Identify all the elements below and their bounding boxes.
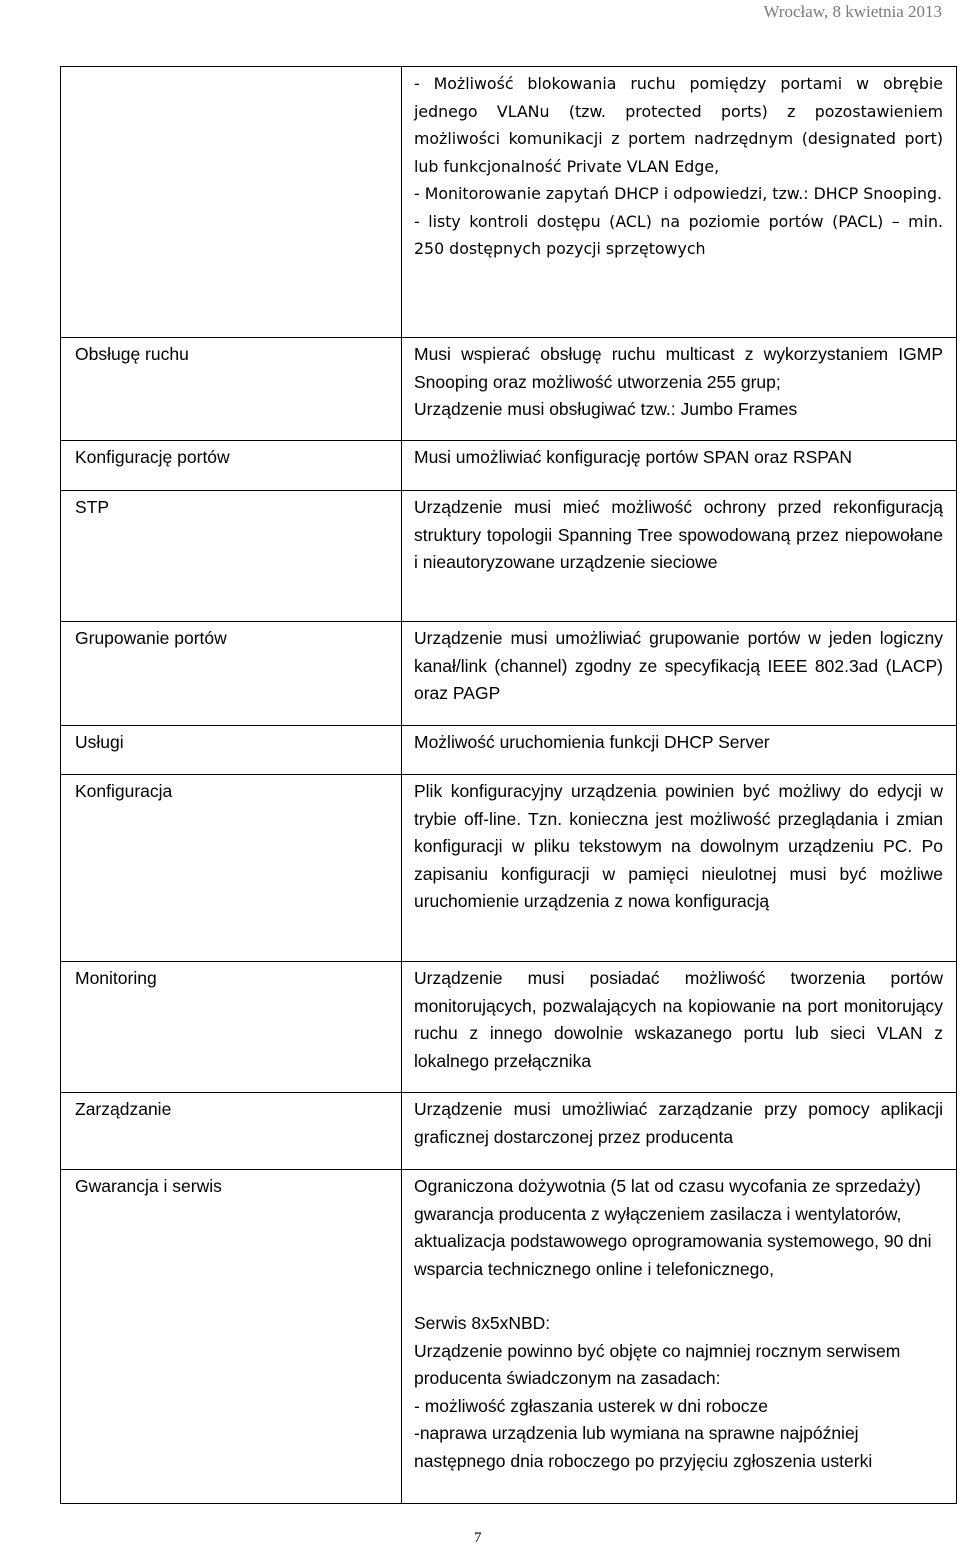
desc-line: - Monitorowanie zapytań DHCP i odpowiedzi, tzw.: DHCP Snooping. <box>414 184 943 203</box>
row-description <box>402 1093 957 1170</box>
desc-line: Urządzenie musi obsługiwać tzw.: Jumbo Frames <box>414 399 798 419</box>
table-row <box>61 726 957 775</box>
desc-line: Musi wspierać obsługę ruchu multicast z wykorzystaniem IGMP Snooping oraz możliwość utworzenia 255 grup; <box>414 344 943 392</box>
desc-line: - Możliwość blokowania ruchu pomiędzy portami w obrębie jednego VLANu (tzw. protected ports) z pozostawieniem możliwości komunikacji z portem nadrzędnym (designated port) lub funkcjonalność Private VLAN Edge, <box>414 74 943 176</box>
desc-line: Urządzenie musi posiadać możliwość tworzenia portów monitorujących, pozwalających na kopiowanie na port monitorujący ruchu z innego dowolnie wskazanego portu lub sieci VLAN z lokalnego przełącznika <box>414 968 943 1071</box>
desc-line: - listy kontroli dostępu (ACL) na poziomie portów (PACL) – min. 250 dostępnych pozycji sprzętowych <box>414 211 943 258</box>
table-row <box>61 1093 957 1170</box>
desc-line: Plik konfiguracyjny urządzenia powinien być możliwy do edycji w trybie off-line. Tzn. konieczna jest możliwość przeglądania i zmian konfiguracji w pliku tekstowym na dowolnym urządzeniu PC. Po zapisaniu konfiguracji w pamięci nieulotnej musi być możliwe uruchomienie urządzenia z nowa konfiguracją <box>414 781 943 911</box>
desc-line: Urządzenie musi umożliwiać zarządzanie przy pomocy aplikacji graficznej dostarczonej przez producenta <box>414 1099 943 1147</box>
row-description <box>402 338 957 441</box>
row-description <box>402 1170 957 1504</box>
desc-line: Możliwość uruchomienia funkcji DHCP Server <box>414 732 770 752</box>
table-row <box>61 622 957 726</box>
row-label <box>61 67 402 338</box>
service-line: -naprawa urządzenia lub wymiana na sprawne najpóźniej następnego dnia roboczego po przyjęciu zgłoszenia usterki <box>414 1423 873 1471</box>
table-row <box>61 67 957 338</box>
desc-line: Musi umożliwiać konfigurację portów SPAN oraz RSPAN <box>414 447 852 467</box>
row-label: Konfigurację portów <box>61 441 402 491</box>
table-row <box>61 962 957 1093</box>
service-heading: Serwis 8x5xNBD: <box>414 1313 551 1333</box>
row-label: Monitoring <box>61 962 402 1093</box>
warranty-paragraph: Ograniczona dożywotnia (5 lat od czasu wycofania ze sprzedaży) gwarancja producenta z wyłączeniem zasilacza i wentylatorów, aktualizacja podstawowego oprogramowania systemowego, 90 dni wsparcia technicznego online i telefonicznego, <box>414 1176 932 1279</box>
table-row <box>61 338 957 441</box>
row-label: Zarządzanie <box>61 1093 402 1170</box>
row-label: Konfiguracja <box>61 775 402 962</box>
document-date: Wrocław, 8 kwietnia 2013 <box>763 2 942 21</box>
service-line: Urządzenie powinno być objęte co najmniej rocznym serwisem producenta świadczonym na zasadach: <box>414 1340 901 1388</box>
table-row <box>61 1170 957 1504</box>
row-label: Grupowanie portów <box>61 622 402 726</box>
specification-table <box>60 66 957 1504</box>
table-row <box>61 491 957 622</box>
row-description <box>402 726 957 775</box>
row-label: Gwarancja i serwis <box>61 1170 402 1504</box>
service-line: - możliwość zgłaszania usterek w dni robocze <box>414 1395 769 1416</box>
desc-line: Urządzenie musi umożliwiać grupowanie portów w jeden logiczny kanał/link (channel) zgodny ze specyfikacją IEEE 802.3ad (LACP) oraz PAGP <box>414 628 943 703</box>
row-description <box>402 441 957 491</box>
row-description <box>402 67 957 338</box>
row-description <box>402 962 957 1093</box>
table-row <box>61 441 957 491</box>
row-description <box>402 622 957 726</box>
table-row <box>61 775 957 962</box>
row-description <box>402 491 957 622</box>
row-label: Obsługę ruchu <box>61 338 402 441</box>
row-label: Usługi <box>61 726 402 775</box>
row-label: STP <box>61 491 402 622</box>
row-description <box>402 775 957 962</box>
page-number: 7 <box>474 1530 482 1546</box>
desc-line: Urządzenie musi mieć możliwość ochrony przed rekonfiguracją struktury topologii Spanning Tree spowodowaną przez niepowołane i nieautoryzowane urządzenie sieciowe <box>414 497 943 572</box>
